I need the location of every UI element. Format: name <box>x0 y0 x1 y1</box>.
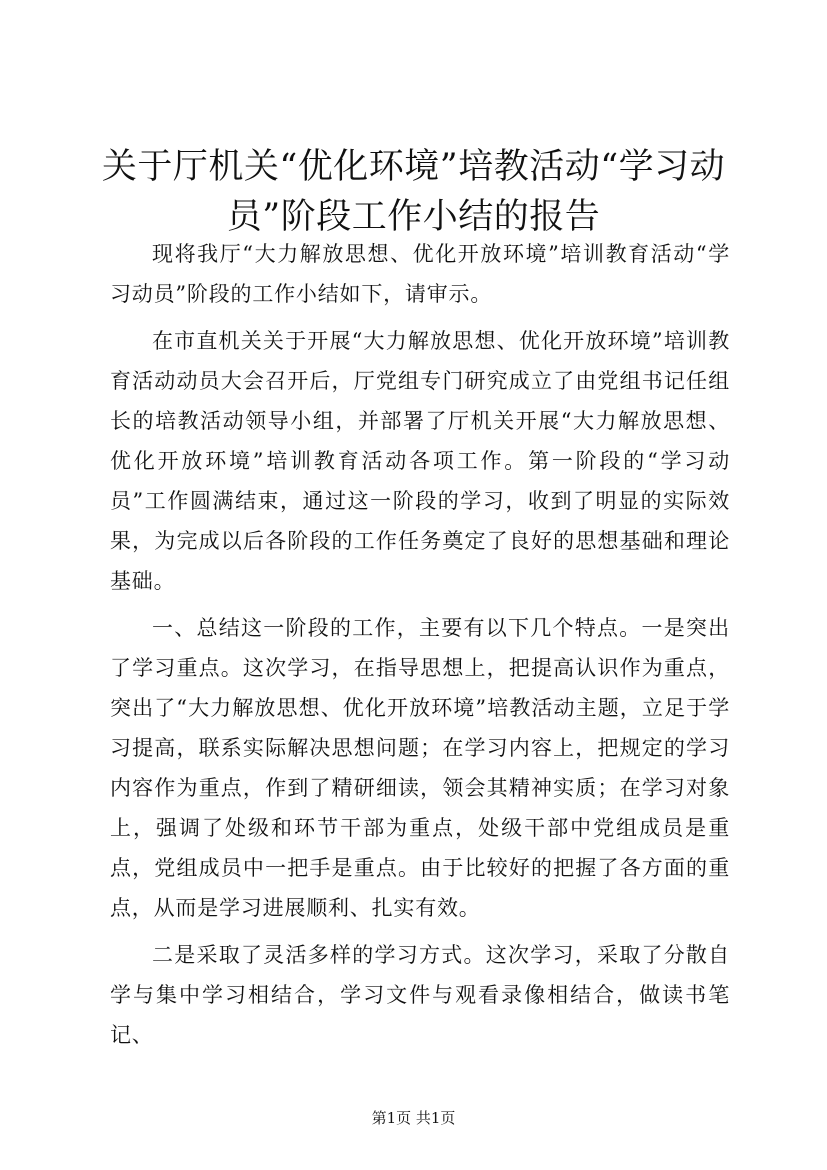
paragraph: 在市直机关关于开展“大力解放思想、优化开放环境”培训教育活动动员大会召开后，厅党组专门研究成立了由党组书记任组长的培教活动领导小组，并部署了厅机关开展“大力解放思想、优化开放环境”培训教育活动各项工作。第一阶段的“学习动员”工作圆满结束，通过这一阶段的学习，收到了明显的实际效果，为完成以后各阶段的工作任务奠定了良好的思想基础和理论基础。 <box>110 329 730 593</box>
document-title: 关于厅机关“优化环境”培教活动“学习动员”阶段工作小结的报告 <box>101 147 726 237</box>
document-body <box>110 234 730 1062</box>
paragraph: 现将我厅“大力解放思想、优化开放环境”培训教育活动“学习动员”阶段的工作小结如下，请审示。 <box>110 242 730 306</box>
paragraph: 二是采取了灵活多样的学习方式。这次学习，采取了分散自学与集中学习相结合，学习文件与观看录像相结合，做读书笔记、 <box>110 943 730 1047</box>
paragraph: 一、总结这一阶段的工作，主要有以下几个特点。一是突出了学习重点。这次学习，在指导思想上，把提高认识作为重点，突出了“大力解放思想、优化开放环境”培教活动主题，立足于学习提高，联系实际解决思想问题；在学习内容上，把规定的学习内容作为重点，作到了精研细读，领会其精神实质；在学习对象上，强调了处级和环节干部为重点，处级干部中党组成员是重点，党组成员中一把手是重点。由于比较好的把握了各方面的重点，从而是学习进展顺利、扎实有效。 <box>110 616 730 920</box>
page-footer: 第1页 共1页 <box>371 1109 456 1127</box>
